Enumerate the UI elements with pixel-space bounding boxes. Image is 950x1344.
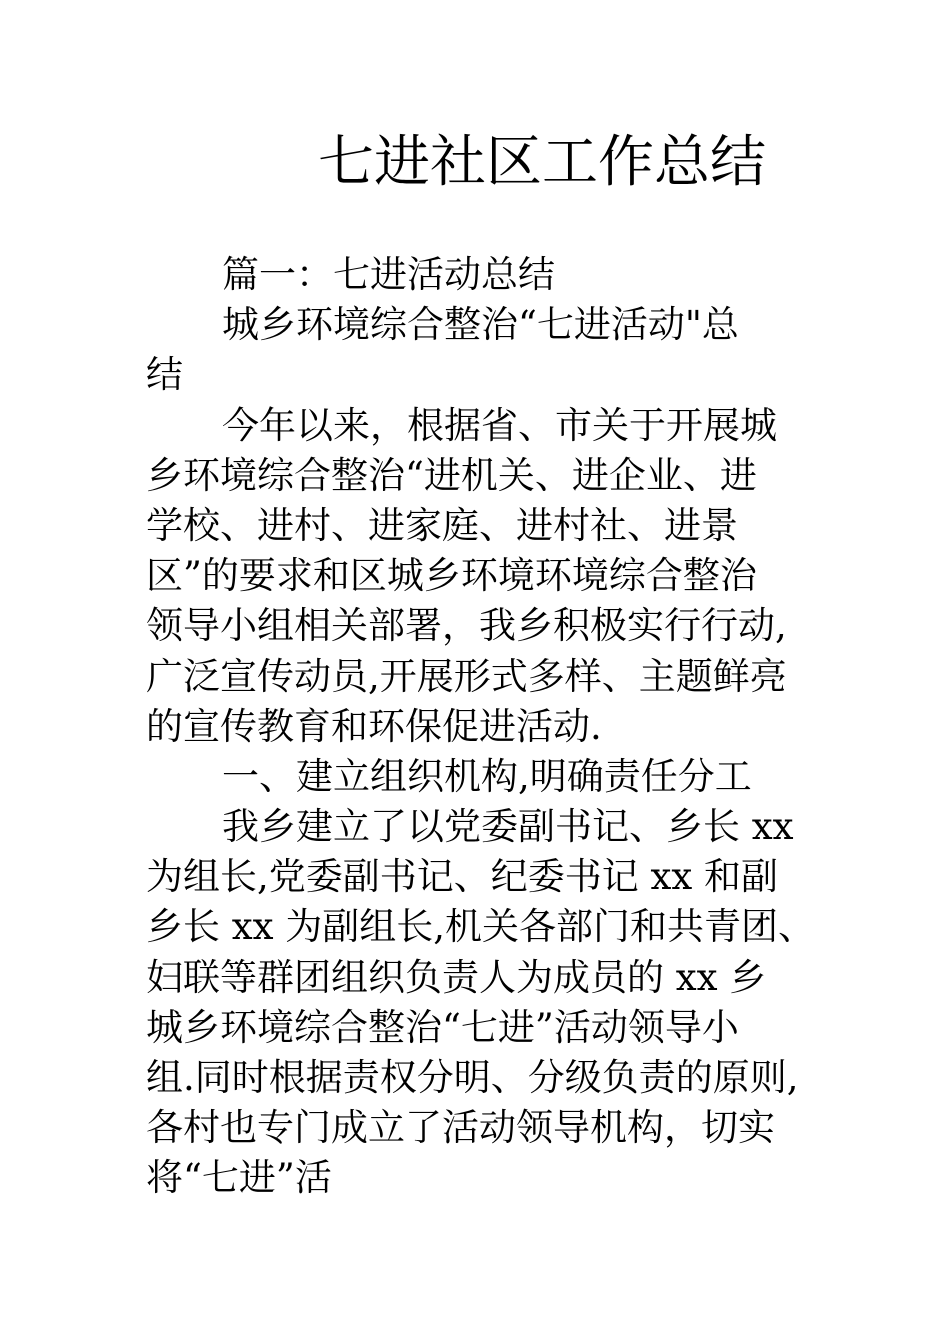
paragraph-line: 为组长,党委副书记、纪委书记 xx 和副 [146, 855, 779, 899]
paragraph-line: 妇联等群团组织负责人为成员的 xx 乡 [146, 955, 767, 999]
paragraph-line: 乡长 xx 为副组长,机关各部门和共青团、 [146, 905, 816, 949]
paragraph-line: 我乡建立了以党委副书记、乡长 xx [222, 805, 794, 849]
paragraph-line: 的宣传教育和环保促进活动. [146, 704, 602, 748]
paragraph-line: 各村也专门成立了活动领导机构，切实 [146, 1106, 775, 1150]
paragraph-line: 乡环境综合整治“进机关、进企业、进 [146, 453, 757, 497]
paragraph-line: 组.同时根据责权分明、分级负责的原则, [146, 1056, 799, 1099]
paragraph-line: 领导小组相关部署，我乡积极实行行动, [146, 604, 787, 648]
subsection-heading: 一、建立组织机构,明确责任分工 [222, 754, 752, 798]
paragraph-line: 学校、进村、进家庭、进村社、进景 [146, 503, 738, 547]
paragraph-line: 广泛宣传动员,开展形式多样、主题鲜亮 [146, 654, 787, 698]
article-subtitle-line: 结 [146, 353, 183, 397]
document-title: 七进社区工作总结 [318, 130, 766, 195]
paragraph-line: 区”的要求和区城乡环境环境综合整治 [146, 554, 757, 598]
paragraph-line: 今年以来，根据省、市关于开展城 [222, 403, 777, 447]
paragraph-line: 将“七进”活 [146, 1156, 332, 1200]
paragraph-line: 城乡环境综合整治“七进”活动领导小 [146, 1005, 739, 1049]
section-heading: 篇一：七进活动总结 [222, 253, 555, 296]
document-body [146, 250, 818, 1204]
article-subtitle-line: 城乡环境综合整治“七进活动"总 [222, 303, 739, 347]
